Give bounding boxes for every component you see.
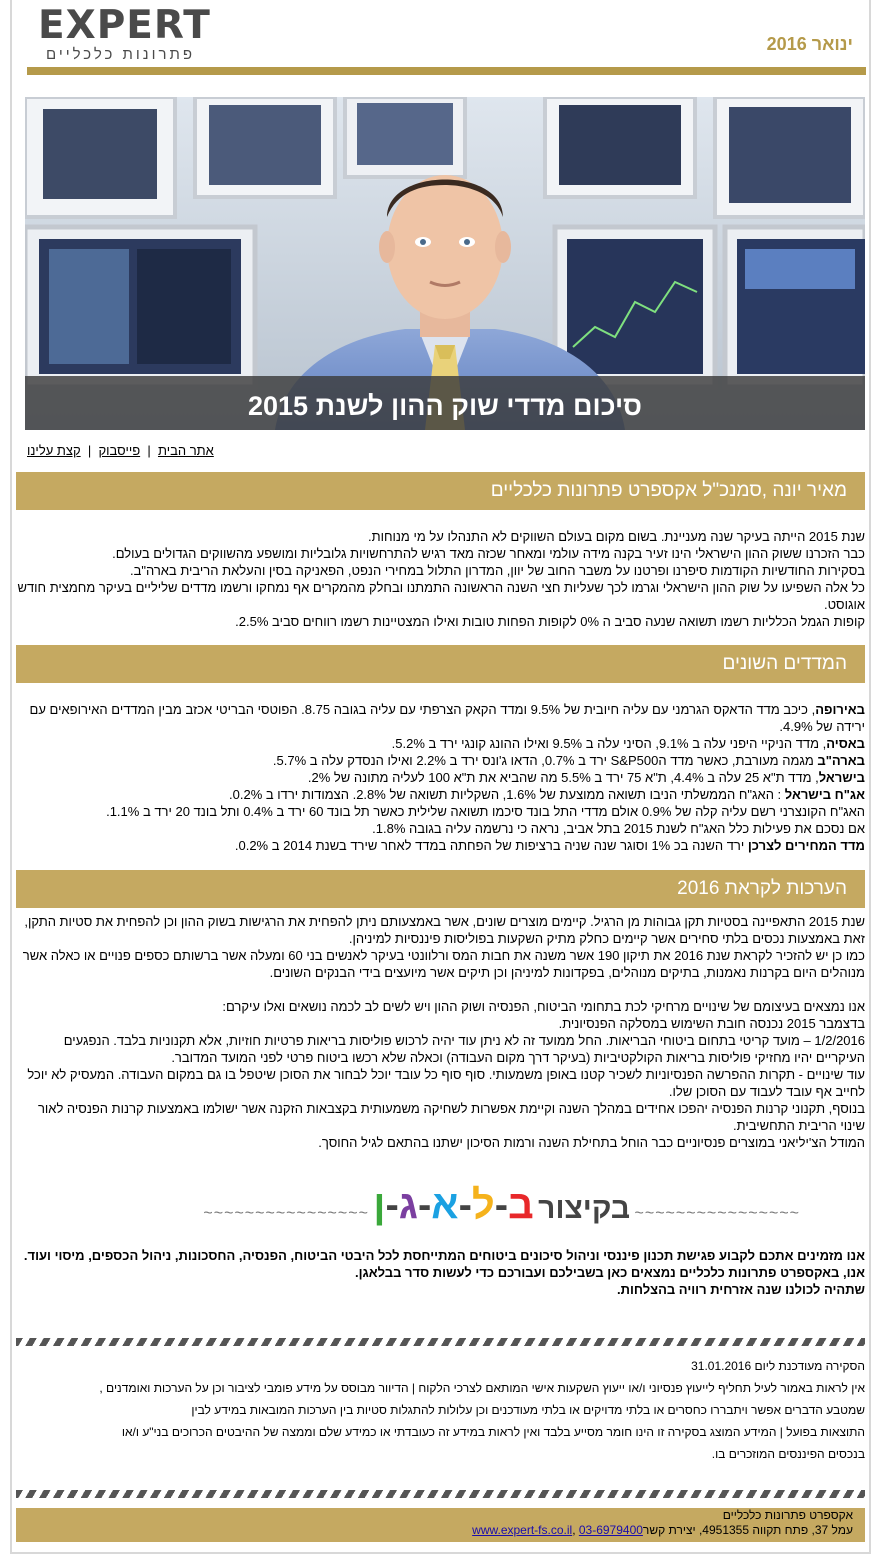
tagline-letter: א: [431, 1183, 459, 1227]
tagline-letter: -: [494, 1183, 509, 1227]
hatched-divider: [16, 1338, 865, 1346]
index-region: בישראל: [818, 770, 865, 785]
logo-tagline: פתרונות כלכליים: [45, 46, 196, 63]
index-region: מדד המחירים לצרכן: [747, 838, 865, 853]
about-link[interactable]: קצת עלינו: [27, 443, 81, 458]
invitation-text: [16, 1247, 865, 1298]
index-line: [16, 752, 865, 769]
index-region: באירופה: [815, 702, 865, 717]
index-detail: : האג"ח הממשלתי הניבו תשואה ממוצעת של 1.6%, השקליות תשואה של 2.8%. הצמודות ירדו ב 0.2%.: [229, 787, 785, 802]
tagline-letter: ב: [508, 1183, 534, 1227]
footer-company: אקספרט פתרונות כלכליים: [722, 1508, 853, 1522]
header-divider: [27, 67, 866, 75]
disclaimer-line: התוצאות בפועל | המידע המוצג בסקירה זו הינו חומר מסייע בלבד ואין לראות במידע זה כעובדתי או כמידע שלם וממצה של ההיבטים הכרוכים בני"ע ו/או: [121, 1425, 865, 1439]
index-region: אג"ח בישראל: [784, 787, 865, 802]
footer-comma: ,: [572, 1523, 579, 1537]
index-detail: ירד השנה בכ 1% וסוגר שנה שניה ברציפות של הפחתה במדד לאחר שירד בשנת 2014 ב 0.2%.: [234, 838, 748, 853]
paragraph-line: קופות הגמל הכלליות רשמו תשואה שנעה סביב ה 0% לקופות הפחות טובות ואילו המצטיינות רשמו רווחים סביב 2.5%.: [235, 614, 865, 629]
index-line: [16, 735, 865, 752]
paragraph-line: אנו נמצאים בעיצומם של שינויים מרחיקי לכת בתחומי הביטוח, הפנסיה ושוק ההון ויש לשים לב לכמה נושאים ואלו עיקרם:: [222, 999, 865, 1014]
index-line: [16, 769, 865, 786]
index-region: בארה"ב: [817, 753, 865, 768]
logo-wordmark: EXPERT: [38, 3, 211, 48]
tagline-letter: ן: [373, 1183, 386, 1227]
paragraph-line: כבר הזכרנו ששוק ההון הישראלי הינו זעיר בקנה מידה עולמי ומאחר שכזה מאד רגיש להתרחשויות גלובליות ומושפע מהשווקים הגדולים בעולם.: [112, 546, 865, 561]
index-detail: מגמה מעורבת, כאשר מדד הS&P500 ירד ב 0.7%, הדאו ג'ונס ירד ב 2.2% ואילו הנסדק עלה ב 5.7%.: [272, 753, 818, 768]
forecast-text: [16, 913, 865, 1151]
tagline-letter: -: [385, 1183, 399, 1227]
paragraph-line: כל אלה השפיעו על שוק ההון הישראלי וגרמו לכך שעליות חצי השנה הראשונה התמתנו ובחלק מהמקרים אף נמחקו ורשמו מדדים שליליים בעיקר מחמצית חודש אוגוסט.: [17, 580, 865, 612]
paragraph-line: שנת 2015 הייתה בעיקר שנה מעניינת. בשום מקום בעולם השווקים לא התנהלו על מי מנוחות.: [367, 529, 865, 544]
index-line: [16, 803, 865, 820]
indices-text: [16, 701, 865, 854]
tagline-letter: ל: [471, 1183, 495, 1227]
index-detail: , כיכב מדד הדאקס הגרמני עם עליה חיובית של 9.5% ומדד הקאק הצרפתי עם עליה בגובה 8.75. הפוטסי הבריטי אכזב מבין המדדים האירופאים עם ירידה של 4.9%.: [29, 702, 865, 734]
paragraph-line: שנת 2015 התאפיינה בסטיות תקן גבוהות מן הרגיל. קיימים מוצרים שונים, אשר באמצעותם ניתן להפחית את הרגישות בשוק ההון וכן להפחית את סטיות התקן, זאת באמצעות נכסים בלתי סחירים אשר קיימים כחלק מתיק השקעות בפוליסות פיננסיות למיניהן.: [24, 914, 865, 946]
phone-link[interactable]: 03-6979400: [578, 1523, 643, 1537]
paragraph-line: בדצמבר 2015 נכנסה חובת השימוש במסלקה הפנסיונית.: [558, 1016, 865, 1031]
link-separator: |: [87, 443, 92, 458]
tagline-letter: -: [417, 1183, 432, 1227]
link-separator: |: [147, 443, 151, 458]
section-title: המדדים השונים: [722, 653, 847, 674]
paragraph-line: המודל הצ'יליאני במוצרים פנסיוניים כבר הוחל בתחילת השנה ורמות הסיכון ישתנו בהתאם לגיל החוסך.: [318, 1135, 865, 1150]
footer: [16, 1508, 865, 1542]
footer-contact: [16, 1523, 865, 1538]
index-detail: האג"ח הקונצרני רשם עליה קלה של 0.9% אולם מדדי התל בונד סיכמו תשואה שלילית כאשר תל בונד 60 ירד ב 0.4% ותל בונד 20 ירד ב 1.1%.: [106, 804, 865, 819]
invite-line: אנו מזמינים אתכם לקבוע פגישת תכנון פיננסי וניהול סיכונים ביטוחים המתייחסת לכל היבטי הביטוח, הפנסיה, החסכונות, ניהול הכספים, מיסוי ועוד.: [23, 1248, 865, 1263]
expert-logo[interactable]: [38, 3, 213, 64]
paragraph-line: עוד שינויים - תקרות ההפרשה הפנסיוניות לשכיר קטנו באופן משמעותי. סוף סוף כל עובד יוכל לבחור את הסוכן שיטפל בו גם במקום העבודה. המעסיק לא יוכל לחייב אף עובד לעבוד עם הסוכן שלו.: [27, 1067, 865, 1099]
section-title: הערכות לקראת 2016: [677, 878, 847, 899]
disclaimer-line: שמטבע הדברים אפשר ויתבררו כחסרים או בלתי מדויקים או בלתי מעודכנים וכן עלולות להתגלות סטיות בין הערכות המובאות במידע לבין: [191, 1403, 865, 1417]
paragraph-line: כמו כן יש להזכיר לקראת שנת 2016 את תיקון 190 אשר משנה את חבות המס ורלוונטי בעיקר לאנשים בני 60 ומעלה אשר ברשותם כספים פנויים או כאלה אשר מנוהלים היום בקרנות נאמנות, בתיקים מנוהלים, בפקדונות למיניהן וכן תיקים אשר מיועצים בידי הבנקים השונים.: [22, 948, 865, 980]
index-line: [16, 786, 865, 803]
section-title: מאיר יונה ,סמנכ"ל אקספרט פתרונות כלכליים: [490, 480, 847, 501]
facebook-link[interactable]: פייסבוק: [98, 443, 141, 458]
tilde-decoration: ~~~~~~~~~~~~~~~~: [634, 1205, 800, 1222]
index-line: [16, 820, 865, 837]
issue-date: ינואר 2016: [766, 34, 853, 54]
section-header-manager: [16, 472, 865, 510]
tagline-letter: ג: [398, 1183, 418, 1227]
paragraph-line: בנוסף, תקנוני קרנות הפנסיה יהפכו אחידים במהלך השנה וקיימת אפשרות לשחיקה משמעותית בקצבאות הזקנה אשר ישולמו באמצעות קרנות הפנסיה לאור שינוי הריבית התחשיבית.: [37, 1101, 865, 1133]
balagan-tagline: [60, 1183, 800, 1233]
disclaimer-line: הסקירה מעודכנת ליום 31.01.2016: [691, 1359, 865, 1373]
index-detail: , מדד הניקיי היפני עלה ב 9.1%, הסיני עלה ב 9.5% ואילו ההונג קונגי ירד ב 5.2%.: [391, 736, 827, 751]
disclaimer: [16, 1355, 865, 1465]
paragraph-line: 1/2/2016 – מועד קריטי בתחום ביטוחי הבריאות. החל ממועד זה לא ניתן עוד יהיה לרכוש פוליסות בריאות פרטיות חוזיות, אלא תקנוניות בלבד. הנפגעים העיקריים יהיו מחזיקי פוליסות בריאות הקולקטיביות (בעיקר דרך מקום העבודה) וכאלה שלא רכשו ביטוח פרטי לפני המועד המדובר.: [63, 1033, 865, 1065]
section-header-indices: [16, 645, 865, 683]
disclaimer-line: אין לראות באמור לעיל תחליף לייעוץ פנסיוני ו/או ייעוץ השקעות אישי המותאם לצרכי הלקוח | הדיוור מבוסס על מידע פומבי לציבור וכן על הערכות ואומדנים ,: [99, 1381, 865, 1395]
disclaimer-line: בנכסים הפיננסים המוזכרים בו.: [711, 1447, 865, 1461]
intro-text: [16, 528, 865, 630]
footer-address: עמל 37, פתח תקווה 4951355, יצירת קשר: [642, 1523, 853, 1537]
index-line: [16, 837, 865, 854]
top-links: [27, 443, 214, 458]
index-detail: אם נסכם את פעילות כלל האג"ח לשנת 2015 בתל אביב, נראה כי נרשמה עליה בגובה 1.8%.: [372, 821, 865, 836]
invite-line: שתהיה לכולנו שנה אזרחית רוויה בהצלחות.: [617, 1282, 865, 1297]
tilde-decoration: ~~~~~~~~~~~~~~~~: [203, 1205, 369, 1222]
paragraph-line: בסקירות החודשיות הקודמות סיפרנו ופרטנו על משבר החוב של יוון, המדרון התלול במחירי הנפט, הפאניקה בסין והעלאת הריבית בארה"ב.: [129, 563, 865, 578]
home-link[interactable]: אתר הבית: [157, 443, 214, 458]
index-detail: , מדד ת"א 25 עלה ב 4.4%, ת"א 75 ירד ב 5.5% מה שהביא את ת"א 100 לעליה מתונה של 2%.: [307, 770, 819, 785]
invite-line: אנו, באקספרט פתרונות כלכליים נמצאים כאן בשבילכם ועבורכם כדי לעשות סדר בבלאגן.: [354, 1265, 865, 1280]
hero-image: [25, 97, 865, 430]
hatched-divider: [16, 1490, 865, 1498]
hero-title: סיכום מדדי שוק ההון לשנת 2015: [247, 391, 643, 421]
index-region: באסיה: [826, 736, 865, 751]
tagline-prefix: בקיצור: [538, 1192, 631, 1225]
tagline-letter: -: [458, 1183, 472, 1227]
section-header-2016: [16, 870, 865, 908]
index-line: [16, 701, 865, 735]
website-link[interactable]: www.expert-fs.co.il: [472, 1523, 573, 1537]
